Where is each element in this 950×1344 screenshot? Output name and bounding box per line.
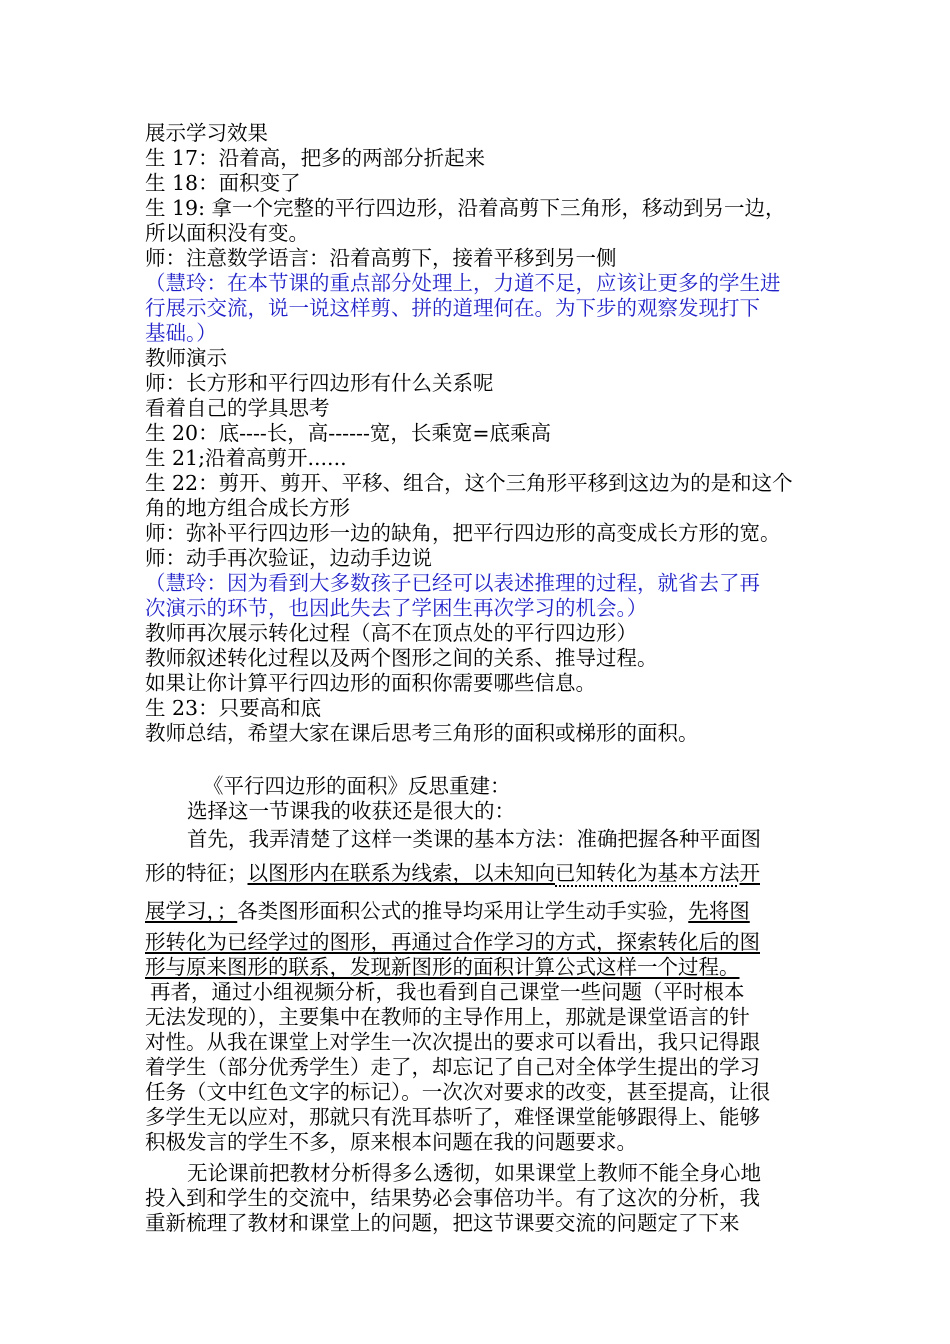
paragraph-line: 对性。从我在课堂上对学生一次次提出的要求可以看出，我只记得跟 xyxy=(145,1030,760,1054)
reflection-p1-line2 xyxy=(145,854,813,892)
p1-underlined-text: 先将图 xyxy=(688,899,750,923)
transcript-line: 教师演示 xyxy=(145,346,227,370)
paragraph-line: 着学生（部分优秀学生）走了，却忘记了自己对全体学生提出的学习 xyxy=(145,1055,760,1079)
paragraph-line: 再者，通过小组视频分析，我也看到自己课堂一些问题（平时根本 xyxy=(150,980,745,1004)
transcript-line: 教师叙述转化过程以及两个图形之间的关系、推导过程。 xyxy=(145,646,658,670)
transcript-line: 师：长方形和平行四边形有什么关系呢 xyxy=(145,371,494,395)
transcript-line: 角的地方组合成长方形 xyxy=(145,496,350,520)
paragraph-line: 投入到和学生的交流中，结果势必会事倍功半。有了这次的分析，我 xyxy=(145,1186,760,1210)
lesson-transcript xyxy=(145,121,813,746)
p1-underlined-text: 以图形内在联系为线索，以未知向 xyxy=(247,861,555,885)
annotation-line: （慧玲：在本节课的重点部分处理上，力道不足，应该让更多的学生进 xyxy=(145,271,781,295)
reflection-p1-line1: 首先，我弄清楚了这样一类课的基本方法：准确把握各种平面图 xyxy=(187,827,761,851)
reflection-paragraph-2 xyxy=(145,980,813,1155)
transcript-line: 如果让你计算平行四边形的面积你需要哪些信息。 xyxy=(145,671,596,695)
paragraph-line: 任务（文中红色文字的标记）。一次次对要求的改变，甚至提高，让很 xyxy=(145,1080,771,1104)
annotation-line: 基础。） xyxy=(145,321,217,345)
paragraph-line: 无法发现的），主要集中在教师的主导作用上，那就是课堂语言的针 xyxy=(145,1005,750,1029)
p1-underlined-text: 展学习，； xyxy=(145,899,238,923)
p1-underlined-text: 开 xyxy=(739,861,760,885)
reflection-p1-line5: 形与原来图形的联系，发现新图形的面积计算公式这样一个过程。 xyxy=(145,955,740,979)
paragraph-line: 积极发言的学生不多，原来根本问题在我的问题要求。 xyxy=(145,1130,637,1154)
annotation-line: 行展示交流，说一说这样剪、拼的道理何在。为下步的观察发现打下 xyxy=(145,296,760,320)
section-gap xyxy=(145,746,813,774)
reflection-title: 《平行四边形的面积》反思重建： xyxy=(203,774,511,798)
transcript-line: 生 20：底----长，高------宽，长乘宽=底乘高 xyxy=(145,421,552,445)
transcript-line: 生 18：面积变了 xyxy=(145,171,301,195)
reflection-paragraph-3 xyxy=(145,1161,813,1236)
transcript-line: 师：注意数学语言：沿着高剪下，接着平移到另一侧 xyxy=(145,246,617,270)
transcript-line: 生 19: 拿一个完整的平行四边形，沿着高剪下三角形，移动到另一边， xyxy=(145,196,786,220)
paragraph-line: 无论课前把教材分析得多么透彻，如果课堂上教师不能全身心地 xyxy=(187,1161,761,1185)
p1-text: 形的特征； xyxy=(145,861,248,885)
transcript-line: 看着自己的学具思考 xyxy=(145,396,330,420)
reflection-p1-line4: 形转化为已经学过的图形，再通过合作学习的方式，探索转化后的图 xyxy=(145,930,760,954)
transcript-line: 生 23：只要高和底 xyxy=(145,696,322,720)
reflection-intro: 选择这一节课我的收获还是很大的： xyxy=(187,799,515,823)
p1-emphasized-text: 已知转化为基本方法 xyxy=(555,861,740,885)
reflection-p1-line3 xyxy=(145,892,813,930)
annotation-line: 次演示的环节，也因此失去了学困生再次学习的机会。） xyxy=(145,596,648,620)
transcript-line: 生 21;沿着高剪开...... xyxy=(145,446,347,470)
transcript-line: 所以面积没有变。 xyxy=(145,221,309,245)
transcript-line: 师：动手再次验证，边动手边说 xyxy=(145,546,432,570)
annotation-line: （慧玲：因为看到大多数孩子已经可以表述推理的过程，就省去了再 xyxy=(145,571,760,595)
paragraph-line: 重新梳理了教材和课堂上的问题，把这节课要交流的问题定了下来 xyxy=(145,1211,740,1235)
transcript-line: 师：弥补平行四边形一边的缺角，把平行四边形的高变成长方形的宽。 xyxy=(145,521,781,545)
document-body xyxy=(145,121,813,1236)
transcript-line: 展示学习效果 xyxy=(145,121,268,145)
transcript-line: 生 17：沿着高，把多的两部分折起来 xyxy=(145,146,486,170)
transcript-line: 生 22：剪开、剪开、平移、组合，这个三角形平移到这边为的是和这个 xyxy=(145,471,793,495)
p1-text: 各类图形面积公式的推导均采用让学生动手实验， xyxy=(237,899,689,923)
transcript-line: 教师总结，希望大家在课后思考三角形的面积或梯形的面积。 xyxy=(145,721,699,745)
transcript-line: 教师再次展示转化过程（高不在顶点处的平行四边形） xyxy=(145,621,637,645)
paragraph-line: 多学生无以应对，那就只有洗耳恭听了，难怪课堂能够跟得上、能够 xyxy=(145,1105,760,1129)
